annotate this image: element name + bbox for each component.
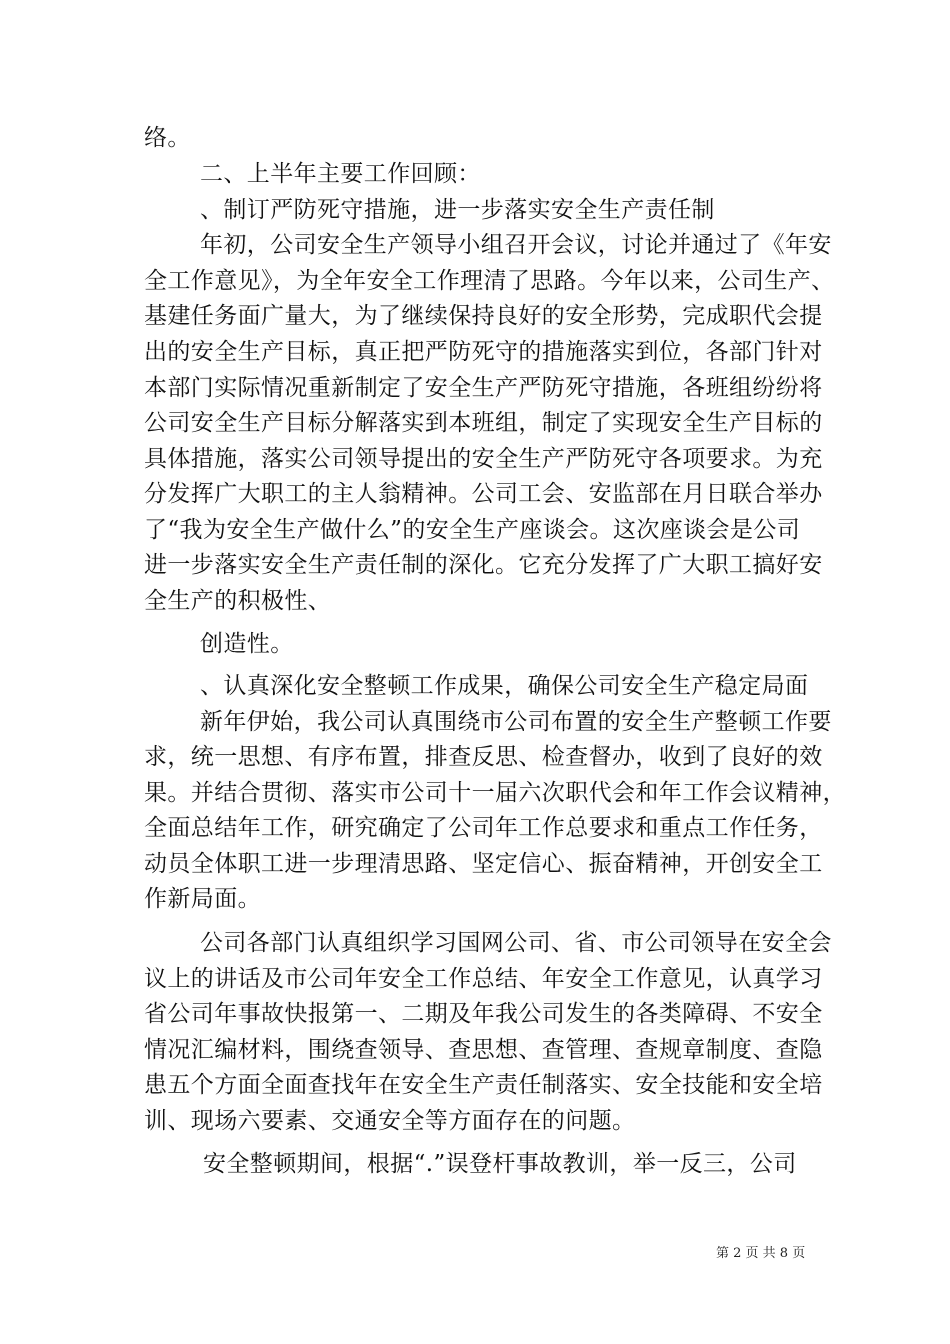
text-line: 训、现场六要素、交通安全等方面存在的问题。: [144, 1108, 636, 1134]
text-line: 公司各部门认真组织学习国网公司、省、市公司领导在安全会: [200, 930, 832, 956]
text-line: 动员全体职工进一步理清思路、坚定信心、振奋精神，开创安全工: [144, 851, 823, 877]
section-heading: 二、上半年主要工作回顾：: [200, 161, 481, 187]
text-line: 患五个方面全面查找年在安全生产责任制落实、安全技能和安全培: [144, 1072, 823, 1098]
text-line: 情况汇编材料，围绕查领导、查思想、查管理、查规章制度、查隐: [144, 1037, 823, 1063]
text-line: 创造性。: [200, 631, 294, 657]
text-line: 全生产的积极性、: [144, 588, 332, 614]
page-number: 第 2 页 共 8 页: [716, 1246, 806, 1261]
text-line: 本部门实际情况重新制定了安全生产严防死守措施，各班组纷纷将: [144, 375, 823, 401]
text-line: 具体措施，落实公司领导提出的安全生产严防死守各项要求。为充: [144, 446, 823, 472]
text-line: 果。并结合贯彻、落实市公司十一届六次职代会和年工作会议精神，: [144, 780, 846, 806]
text-line: 省公司年事故快报第一、二期及年我公司发生的各类障碍、不安全: [144, 1001, 823, 1027]
text-line: 全工作意见》，为全年安全工作理清了思路。今年以来，公司生产、: [144, 268, 835, 294]
text-line: 络。: [144, 125, 191, 151]
text-line: 求，统一思想、有序布置，排查反思、检查督办，收到了良好的效: [144, 744, 823, 770]
subsection-heading: 、制订严防死守措施，进一步落实安全生产责任制: [200, 197, 715, 223]
text-line: 全面总结年工作，研究确定了公司年工作总要求和重点工作任务，: [144, 815, 823, 841]
text-line: 出的安全生产目标，真正把严防死守的措施落实到位，各部门针对: [144, 339, 823, 365]
text-line: 基建任务面广量大，为了继续保持良好的安全形势，完成职代会提: [144, 303, 823, 329]
text-line: 进一步落实安全生产责任制的深化。它充分发挥了广大职工搞好安: [144, 552, 823, 578]
text-line: 安全整顿期间，根据“.”误登杆事故教训，举一反三，公司: [203, 1151, 797, 1177]
text-line: 分发挥广大职工的主人翁精神。公司工会、安监部在月日联合举办: [144, 481, 823, 507]
text-line: 公司安全生产目标分解落实到本班组，制定了实现安全生产目标的: [144, 410, 823, 436]
text-line: 了“我为安全生产做什么”的安全生产座谈会。这次座谈会是公司: [144, 517, 801, 543]
text-line: 作新局面。: [144, 886, 261, 912]
text-line: 年初，公司安全生产领导小组召开会议，讨论并通过了《年安: [200, 232, 832, 258]
text-line: 新年伊始，我公司认真围绕市公司布置的安全生产整顿工作要: [200, 709, 832, 735]
text-line: 议上的讲话及市公司年安全工作总结、年安全工作意见，认真学习: [144, 966, 823, 992]
subsection-heading: 、认真深化安全整顿工作成果，确保公司安全生产稳定局面: [200, 673, 809, 699]
